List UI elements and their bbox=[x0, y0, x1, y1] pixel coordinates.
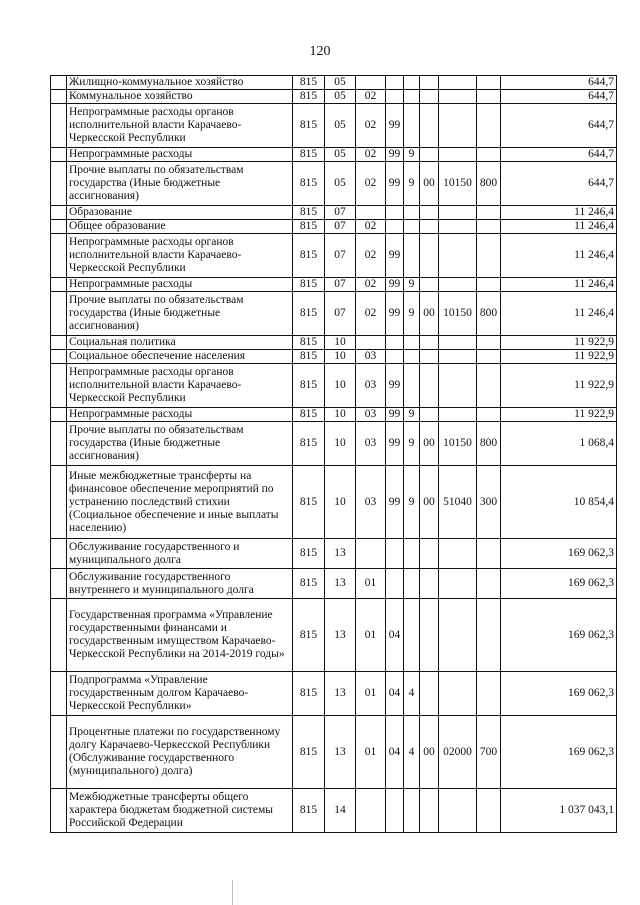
table-row bbox=[51, 234, 617, 278]
program-code: 99 bbox=[386, 364, 404, 408]
table-row bbox=[51, 148, 617, 162]
program-code bbox=[386, 789, 404, 833]
ministry-code: 815 bbox=[293, 569, 325, 599]
direction-code bbox=[420, 789, 439, 833]
expense-type-code bbox=[477, 220, 501, 234]
subprogram-code: 9 bbox=[404, 466, 420, 539]
item-name: Обслуживание государственного внутреннего и муниципального долга bbox=[67, 569, 293, 599]
ministry-code: 815 bbox=[293, 162, 325, 206]
ministry-code: 815 bbox=[293, 672, 325, 716]
subprogram-code: 9 bbox=[404, 278, 420, 292]
item-name: Государственная программа «Управление государственными финансами и государственным имуществом Карачаево-Черкесской Республики на 2014-2019 годы» bbox=[67, 599, 293, 672]
program-code bbox=[386, 336, 404, 350]
expense-code: 51040 bbox=[439, 466, 477, 539]
row-gutter bbox=[51, 292, 67, 336]
expense-code bbox=[439, 336, 477, 350]
item-name: Общее образование bbox=[67, 220, 293, 234]
table-row bbox=[51, 422, 617, 466]
section-code: 13 bbox=[325, 539, 356, 569]
subprogram-code bbox=[404, 220, 420, 234]
program-code bbox=[386, 569, 404, 599]
subprogram-code: 9 bbox=[404, 162, 420, 206]
amount-value: 11 246,4 bbox=[501, 234, 617, 278]
ministry-code: 815 bbox=[293, 539, 325, 569]
program-code: 99 bbox=[386, 104, 404, 148]
expense-type-code bbox=[477, 364, 501, 408]
amount-value: 169 062,3 bbox=[501, 716, 617, 789]
table-row bbox=[51, 599, 617, 672]
subsection-code: 02 bbox=[356, 104, 386, 148]
row-gutter bbox=[51, 234, 67, 278]
table-row bbox=[51, 278, 617, 292]
table-row bbox=[51, 220, 617, 234]
item-name: Непрограммные расходы bbox=[67, 408, 293, 422]
program-code: 99 bbox=[386, 278, 404, 292]
direction-code bbox=[420, 408, 439, 422]
table-row bbox=[51, 336, 617, 350]
direction-code bbox=[420, 336, 439, 350]
section-code: 10 bbox=[325, 350, 356, 364]
subsection-code: 01 bbox=[356, 569, 386, 599]
subsection-code: 03 bbox=[356, 422, 386, 466]
section-code: 05 bbox=[325, 90, 356, 104]
direction-code bbox=[420, 220, 439, 234]
expense-code bbox=[439, 234, 477, 278]
ministry-code: 815 bbox=[293, 599, 325, 672]
subsection-code: 03 bbox=[356, 350, 386, 364]
section-code: 13 bbox=[325, 672, 356, 716]
row-gutter bbox=[51, 422, 67, 466]
section-code: 07 bbox=[325, 206, 356, 220]
expense-code bbox=[439, 408, 477, 422]
section-code: 07 bbox=[325, 220, 356, 234]
direction-code bbox=[420, 569, 439, 599]
program-code: 99 bbox=[386, 466, 404, 539]
item-name: Непрограммные расходы органов исполнительной власти Карачаево-Черкесской Республики bbox=[67, 104, 293, 148]
expense-code: 02000 bbox=[439, 716, 477, 789]
amount-value: 11 246,4 bbox=[501, 220, 617, 234]
section-code: 14 bbox=[325, 789, 356, 833]
subsection-code: 01 bbox=[356, 672, 386, 716]
ministry-code: 815 bbox=[293, 206, 325, 220]
section-code: 05 bbox=[325, 162, 356, 206]
ministry-code: 815 bbox=[293, 364, 325, 408]
ministry-code: 815 bbox=[293, 408, 325, 422]
amount-value: 1 037 043,1 bbox=[501, 789, 617, 833]
table-row bbox=[51, 716, 617, 789]
row-gutter bbox=[51, 599, 67, 672]
amount-value: 169 062,3 bbox=[501, 599, 617, 672]
amount-value: 1 068,4 bbox=[501, 422, 617, 466]
expense-type-code bbox=[477, 148, 501, 162]
subprogram-code bbox=[404, 789, 420, 833]
expense-code bbox=[439, 220, 477, 234]
direction-code bbox=[420, 599, 439, 672]
program-code: 99 bbox=[386, 422, 404, 466]
direction-code bbox=[420, 90, 439, 104]
direction-code: 00 bbox=[420, 162, 439, 206]
row-gutter bbox=[51, 206, 67, 220]
subprogram-code: 9 bbox=[404, 292, 420, 336]
program-code: 99 bbox=[386, 408, 404, 422]
expense-code bbox=[439, 350, 477, 364]
expense-code: 10150 bbox=[439, 292, 477, 336]
row-gutter bbox=[51, 539, 67, 569]
ministry-code: 815 bbox=[293, 104, 325, 148]
program-code: 04 bbox=[386, 672, 404, 716]
item-name: Прочие выплаты по обязательствам государства (Иные бюджетные ассигнования) bbox=[67, 292, 293, 336]
expense-type-code bbox=[477, 569, 501, 599]
amount-value: 11 922,9 bbox=[501, 350, 617, 364]
direction-code bbox=[420, 364, 439, 408]
subprogram-code bbox=[404, 569, 420, 599]
expense-code bbox=[439, 278, 477, 292]
row-gutter bbox=[51, 90, 67, 104]
direction-code bbox=[420, 76, 439, 90]
ministry-code: 815 bbox=[293, 789, 325, 833]
ministry-code: 815 bbox=[293, 148, 325, 162]
table-row bbox=[51, 408, 617, 422]
expense-type-code bbox=[477, 408, 501, 422]
ministry-code: 815 bbox=[293, 292, 325, 336]
expense-code bbox=[439, 569, 477, 599]
direction-code bbox=[420, 234, 439, 278]
ministry-code: 815 bbox=[293, 76, 325, 90]
section-code: 05 bbox=[325, 148, 356, 162]
row-gutter bbox=[51, 336, 67, 350]
scan-artifact-line bbox=[232, 880, 233, 905]
program-code: 99 bbox=[386, 292, 404, 336]
expense-type-code bbox=[477, 539, 501, 569]
direction-code: 00 bbox=[420, 422, 439, 466]
subprogram-code bbox=[404, 90, 420, 104]
item-name: Иные межбюджетные трансферты на финансовое обеспечение мероприятий по устранению последствий стихии (Социальное обеспечение и иные выплаты населению) bbox=[67, 466, 293, 539]
program-code bbox=[386, 76, 404, 90]
program-code: 99 bbox=[386, 162, 404, 206]
row-gutter bbox=[51, 104, 67, 148]
direction-code bbox=[420, 206, 439, 220]
subprogram-code bbox=[404, 104, 420, 148]
expense-code bbox=[439, 104, 477, 148]
row-gutter bbox=[51, 789, 67, 833]
subprogram-code bbox=[404, 599, 420, 672]
row-gutter bbox=[51, 364, 67, 408]
subsection-code: 03 bbox=[356, 466, 386, 539]
row-gutter bbox=[51, 408, 67, 422]
section-code: 07 bbox=[325, 278, 356, 292]
subsection-code bbox=[356, 206, 386, 220]
expense-code bbox=[439, 76, 477, 90]
direction-code bbox=[420, 672, 439, 716]
section-code: 10 bbox=[325, 364, 356, 408]
subprogram-code: 4 bbox=[404, 672, 420, 716]
item-name: Прочие выплаты по обязательствам государства (Иные бюджетные ассигнования) bbox=[67, 162, 293, 206]
expense-type-code bbox=[477, 104, 501, 148]
subprogram-code bbox=[404, 364, 420, 408]
table-body bbox=[51, 76, 617, 833]
subsection-code bbox=[356, 539, 386, 569]
ministry-code: 815 bbox=[293, 278, 325, 292]
table-row bbox=[51, 76, 617, 90]
item-name: Социальное обеспечение населения bbox=[67, 350, 293, 364]
amount-value: 644,7 bbox=[501, 104, 617, 148]
budget-table bbox=[50, 75, 617, 833]
subprogram-code bbox=[404, 350, 420, 364]
amount-value: 11 246,4 bbox=[501, 206, 617, 220]
ministry-code: 815 bbox=[293, 350, 325, 364]
table-row bbox=[51, 162, 617, 206]
program-code bbox=[386, 206, 404, 220]
amount-value: 11 922,9 bbox=[501, 364, 617, 408]
section-code: 10 bbox=[325, 408, 356, 422]
direction-code bbox=[420, 104, 439, 148]
expense-code bbox=[439, 789, 477, 833]
row-gutter bbox=[51, 716, 67, 789]
direction-code bbox=[420, 148, 439, 162]
direction-code: 00 bbox=[420, 466, 439, 539]
expense-type-code: 800 bbox=[477, 422, 501, 466]
item-name: Непрограммные расходы органов исполнительной власти Карачаево-Черкесской Республики bbox=[67, 364, 293, 408]
amount-value: 11 246,4 bbox=[501, 292, 617, 336]
item-name: Жилищно-коммунальное хозяйство bbox=[67, 76, 293, 90]
program-code bbox=[386, 90, 404, 104]
direction-code bbox=[420, 539, 439, 569]
table-row bbox=[51, 539, 617, 569]
subsection-code: 03 bbox=[356, 408, 386, 422]
section-code: 07 bbox=[325, 292, 356, 336]
table-row bbox=[51, 104, 617, 148]
table-row bbox=[51, 206, 617, 220]
section-code: 10 bbox=[325, 422, 356, 466]
row-gutter bbox=[51, 569, 67, 599]
table-row bbox=[51, 672, 617, 716]
program-code: 04 bbox=[386, 716, 404, 789]
subsection-code: 01 bbox=[356, 599, 386, 672]
direction-code: 00 bbox=[420, 292, 439, 336]
subsection-code: 03 bbox=[356, 364, 386, 408]
ministry-code: 815 bbox=[293, 336, 325, 350]
amount-value: 644,7 bbox=[501, 162, 617, 206]
subprogram-code: 4 bbox=[404, 716, 420, 789]
expense-code bbox=[439, 599, 477, 672]
expense-type-code bbox=[477, 278, 501, 292]
expense-code bbox=[439, 672, 477, 716]
expense-type-code: 300 bbox=[477, 466, 501, 539]
ministry-code: 815 bbox=[293, 466, 325, 539]
subsection-code: 02 bbox=[356, 292, 386, 336]
table-row bbox=[51, 789, 617, 833]
expense-type-code: 700 bbox=[477, 716, 501, 789]
direction-code bbox=[420, 350, 439, 364]
expense-code: 10150 bbox=[439, 162, 477, 206]
item-name: Непрограммные расходы органов исполнительной власти Карачаево-Черкесской Республики bbox=[67, 234, 293, 278]
item-name: Социальная политика bbox=[67, 336, 293, 350]
row-gutter bbox=[51, 220, 67, 234]
expense-type-code bbox=[477, 234, 501, 278]
subprogram-code bbox=[404, 76, 420, 90]
item-name: Непрограммные расходы bbox=[67, 148, 293, 162]
amount-value: 10 854,4 bbox=[501, 466, 617, 539]
table-row bbox=[51, 90, 617, 104]
expense-type-code bbox=[477, 336, 501, 350]
expense-code bbox=[439, 90, 477, 104]
amount-value: 644,7 bbox=[501, 76, 617, 90]
subsection-code bbox=[356, 336, 386, 350]
item-name: Подпрограмма «Управление государственным долгом Карачаево-Черкесской Республики» bbox=[67, 672, 293, 716]
direction-code: 00 bbox=[420, 716, 439, 789]
subsection-code bbox=[356, 76, 386, 90]
table-row bbox=[51, 350, 617, 364]
ministry-code: 815 bbox=[293, 220, 325, 234]
program-code: 99 bbox=[386, 234, 404, 278]
expense-code bbox=[439, 148, 477, 162]
expense-type-code: 800 bbox=[477, 162, 501, 206]
table-row bbox=[51, 364, 617, 408]
ministry-code: 815 bbox=[293, 234, 325, 278]
item-name: Непрограммные расходы bbox=[67, 278, 293, 292]
ministry-code: 815 bbox=[293, 90, 325, 104]
table-row bbox=[51, 292, 617, 336]
item-name: Межбюджетные трансферты общего характера бюджетам бюджетной системы Российской Федерации bbox=[67, 789, 293, 833]
program-code: 99 bbox=[386, 148, 404, 162]
section-code: 05 bbox=[325, 104, 356, 148]
expense-type-code bbox=[477, 76, 501, 90]
subprogram-code bbox=[404, 234, 420, 278]
expense-type-code bbox=[477, 90, 501, 104]
section-code: 07 bbox=[325, 234, 356, 278]
subprogram-code bbox=[404, 336, 420, 350]
subsection-code: 02 bbox=[356, 90, 386, 104]
subprogram-code: 9 bbox=[404, 408, 420, 422]
expense-type-code: 800 bbox=[477, 292, 501, 336]
expense-code bbox=[439, 206, 477, 220]
expense-code: 10150 bbox=[439, 422, 477, 466]
program-code bbox=[386, 350, 404, 364]
row-gutter bbox=[51, 148, 67, 162]
subsection-code: 02 bbox=[356, 220, 386, 234]
subprogram-code: 9 bbox=[404, 148, 420, 162]
row-gutter bbox=[51, 466, 67, 539]
section-code: 13 bbox=[325, 569, 356, 599]
row-gutter bbox=[51, 278, 67, 292]
table-row bbox=[51, 569, 617, 599]
subprogram-code bbox=[404, 539, 420, 569]
amount-value: 11 922,9 bbox=[501, 336, 617, 350]
amount-value: 644,7 bbox=[501, 148, 617, 162]
subsection-code: 01 bbox=[356, 716, 386, 789]
row-gutter bbox=[51, 76, 67, 90]
subsection-code: 02 bbox=[356, 162, 386, 206]
section-code: 10 bbox=[325, 336, 356, 350]
amount-value: 11 246,4 bbox=[501, 278, 617, 292]
subsection-code: 02 bbox=[356, 148, 386, 162]
amount-value: 169 062,3 bbox=[501, 672, 617, 716]
program-code bbox=[386, 220, 404, 234]
program-code: 04 bbox=[386, 599, 404, 672]
row-gutter bbox=[51, 350, 67, 364]
subsection-code bbox=[356, 789, 386, 833]
expense-type-code bbox=[477, 599, 501, 672]
subsection-code: 02 bbox=[356, 234, 386, 278]
expense-code bbox=[439, 539, 477, 569]
ministry-code: 815 bbox=[293, 422, 325, 466]
subprogram-code bbox=[404, 206, 420, 220]
section-code: 10 bbox=[325, 466, 356, 539]
amount-value: 169 062,3 bbox=[501, 539, 617, 569]
amount-value: 644,7 bbox=[501, 90, 617, 104]
expense-type-code bbox=[477, 350, 501, 364]
expense-type-code bbox=[477, 672, 501, 716]
item-name: Процентные платежи по государственному долгу Карачаево-Черкесской Республики (Обслуживание государственного (муниципального) долга) bbox=[67, 716, 293, 789]
expense-code bbox=[439, 364, 477, 408]
row-gutter bbox=[51, 672, 67, 716]
item-name: Прочие выплаты по обязательствам государства (Иные бюджетные ассигнования) bbox=[67, 422, 293, 466]
amount-value: 11 922,9 bbox=[501, 408, 617, 422]
page-number: 120 bbox=[309, 44, 331, 59]
subprogram-code: 9 bbox=[404, 422, 420, 466]
expense-type-code bbox=[477, 206, 501, 220]
subsection-code: 02 bbox=[356, 278, 386, 292]
item-name: Обслуживание государственного и муниципального долга bbox=[67, 539, 293, 569]
direction-code bbox=[420, 278, 439, 292]
program-code bbox=[386, 539, 404, 569]
row-gutter bbox=[51, 162, 67, 206]
amount-value: 169 062,3 bbox=[501, 569, 617, 599]
item-name: Коммунальное хозяйство bbox=[67, 90, 293, 104]
table-row bbox=[51, 466, 617, 539]
expense-type-code bbox=[477, 789, 501, 833]
section-code: 13 bbox=[325, 716, 356, 789]
item-name: Образование bbox=[67, 206, 293, 220]
section-code: 13 bbox=[325, 599, 356, 672]
section-code: 05 bbox=[325, 76, 356, 90]
ministry-code: 815 bbox=[293, 716, 325, 789]
